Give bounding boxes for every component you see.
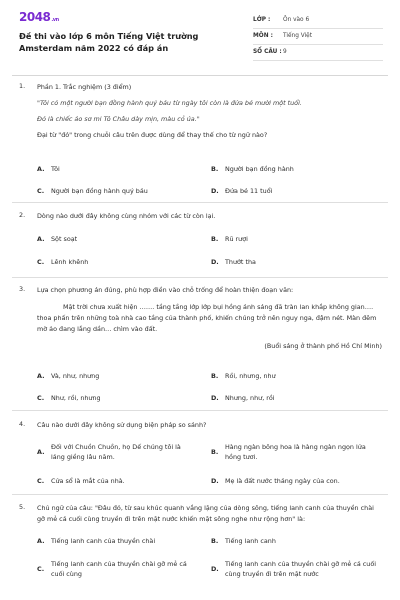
question-text: Câu nào dưới đây không sử dụng biện pháp so sánh? bbox=[37, 421, 207, 429]
question-number: 5. bbox=[19, 503, 26, 511]
document-header bbox=[0, 0, 400, 70]
question-body bbox=[37, 285, 382, 352]
passage-text: Mặt trời chưa xuất hiện ……. tầng tầng lớp lớp bụi hồng ánh sáng đã tràn lan khắp không gian…. thoa phấn trên những toà nhà cao tầng của thành phố, khiến chúng trở nên nguy nga, đậm nét. Màn đêm mờ ảo đang lắng dần… chìm vào đất. bbox=[37, 303, 377, 333]
question-divider bbox=[12, 202, 388, 203]
section-heading: Phần 1. Trắc nghiệm (3 điểm) bbox=[37, 83, 132, 91]
question-text: Lựa chọn phương án đúng, phù hợp điền vào chỗ trống để hoàn thiện đoạn văn: bbox=[37, 286, 294, 294]
question-number: 1. bbox=[19, 82, 26, 90]
question-divider bbox=[12, 410, 388, 411]
question-text: Đại từ "đó" trong chuỗi câu trên được dùng để thay thế cho từ ngữ nào? bbox=[37, 131, 268, 139]
question-number: 4. bbox=[19, 420, 26, 428]
meta-table bbox=[253, 13, 383, 61]
header-divider bbox=[12, 75, 388, 76]
quote-line-2: Đó là chiếc áo sơ mi Tô Châu dày mịn, màu cỏ úa." bbox=[37, 115, 200, 123]
meta-row-subject: MÔN : Tiếng Việt bbox=[253, 29, 383, 45]
document-title: Đề thi vào lớp 6 môn Tiếng Việt trường Amsterdam năm 2022 có đáp án bbox=[19, 31, 199, 53]
question-divider bbox=[12, 277, 388, 278]
question-number: 3. bbox=[19, 285, 26, 293]
passage-source: (Buổi sáng ở thành phố Hồ Chí Minh) bbox=[264, 342, 382, 350]
question-text: Chủ ngữ của câu: "Đâu đó, từ sau khúc quanh vắng lặng của dòng sông, tiếng lanh canh của thuyền chài gỡ mẻ cá cuối cùng truyền đi trên mặt nước khiến mặt sông nghe như rộng hơn" là: bbox=[37, 504, 374, 523]
site-logo[interactable]: 2048.vn bbox=[19, 10, 59, 24]
document-page: 2048.vn Đề thi vào lớp 6 môn Tiếng Việt trường Amsterdam năm 2022 có đáp án LỚP : Ôn vào 6 MÔN : Tiếng Việt SỐ CÂU : 9 1. Phần 1. Trắc nghiệm (3 điểm) "Tôi có một người bạn đồng hành quý báu từ ngày tôi còn là đứa bé mười một tuổi. Đó là chiếc áo sơ mi Tô Châu dày mịn, màu cỏ úa." Đại từ "đó" trong chuỗi câu trên được dùng để thay thế cho từ ngữ nào? A. Tôi B. Người bạn đồng hành C. Người bạn đồng hành quý báu D. Đứa bé 11 tuổi 2. Dòng nào dưới đây không cùng nhóm với các từ còn lại. A. Sột soạt B. Rũ rượi C. Lênh khênh D. Thướt tha 3. Lựa chọn phương án đúng, phù hợp điền vào chỗ trống để hoàn thiện đoạn văn: Mặt trời chưa xuất hiện ……. tầng tầng lớp lớp bụi hồng ánh sáng đã tràn lan khắp không gian…. thoa phấn trên những toà nhà cao tầng của thành phố, khiến chúng trở nên nguy nga, đậm nét. Màn đêm mờ ảo đang lắng dần… chìm vào đất. (Buổi sáng ở thành phố Hồ Chí Minh) A. Và, như, nhưng B. Rồi, nhưng, như C. Như, rồi, nhưng D. Nhưng, như, rồi 4. Câu nào dưới đây không sử dụng biện pháp so sánh? A. Đối với Chuồn Chuồn, họ Dế chúng tôi là láng giềng lâu năm. B. Hàng ngàn bông hoa là hàng ngàn ngọn lửa hồng tươi. C. Cửa sổ là mắt của nhà. D. Mẹ là đất nước tháng ngày của con. 5. Chủ ngữ của câu: "Đâu đó, từ sau khúc quanh vắng lặng của dòng sông, tiếng lanh canh của thuyền chài gỡ mẻ cá cuối cùng truyền đi trên mặt nước khiến mặt sông nghe như rộng hơn" là: A. Tiếng lanh canh của thuyền chài B. Tiếng lanh canh C. Tiếng lanh canh của thuyền chài gỡ mẻ cá cuối cùng D. Tiếng lanh canh của thuyền chài gỡ mẻ cá cuối cùng truyền đi trên mặt nước bbox=[0, 0, 400, 600]
quote-line-1: "Tôi có một người bạn đồng hành quý báu từ ngày tôi còn là đứa bé mười một tuổi. bbox=[37, 99, 302, 107]
question-body bbox=[37, 82, 382, 141]
question-text: Dòng nào dưới đây không cùng nhóm với các từ còn lại. bbox=[37, 212, 216, 220]
question-divider bbox=[12, 494, 388, 495]
question-number: 2. bbox=[19, 211, 26, 219]
meta-row-class: LỚP : Ôn vào 6 bbox=[253, 13, 383, 29]
meta-row-count: SỐ CÂU : 9 bbox=[253, 45, 383, 61]
